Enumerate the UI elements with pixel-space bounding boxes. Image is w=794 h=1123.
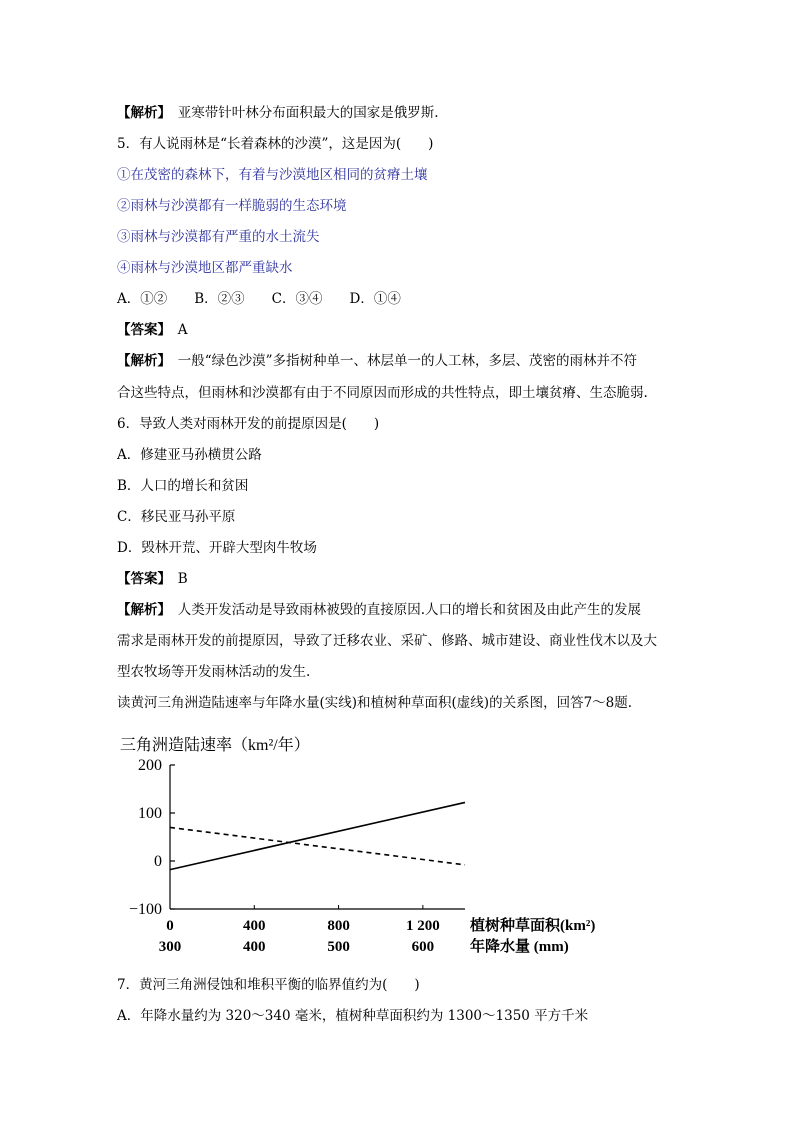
answer-value: A [164,322,188,338]
q5-analysis [117,352,637,370]
q6-stem: 6．导致人类对雨林开发的前提原因是( ) [117,416,380,432]
q6-option-c: C．移民亚马孙平原 [117,509,236,525]
delta-chart [120,732,610,960]
analysis-tag: 【解析】 [117,353,165,369]
q7-stem: 7．黄河三角洲侵蚀和堆积平衡的临界值约为( ) [117,977,420,993]
q5-statement-2: ②雨林与沙漠都有一样脆弱的生态环境 [117,198,347,214]
analysis-tag: 【解析】 [117,602,165,618]
answer-tag: 【答案】 [117,322,165,338]
analysis-tag: 【解析】 [117,105,165,121]
x-axis-label-area: 植树种草面积(km²) [470,918,596,934]
q4-analysis [117,104,439,122]
y-tick-label: −100 [128,901,162,918]
chart-intro: 读黄河三角洲造陆速率与年降水量(实线)和植树种草面积(虚线)的关系图，回答7～8题. [117,695,633,711]
x-tick-label-area: 0 [166,918,174,934]
q5-statement-1: ①在茂密的森林下，有着与沙漠地区相同的贫瘠土壤 [117,167,428,183]
q5-statement-3: ③雨林与沙漠都有严重的水土流失 [117,229,320,245]
q5-options: A．①② B．②③ C．③④ D．①④ [117,291,401,307]
q7-option-a: A．年降水量约为 320～340 毫米，植树种草面积约为 1300～1350 平方千米 [117,1008,589,1024]
q6-option-b: B．人口的增长和贫困 [117,478,249,494]
y-tick-label: 200 [138,757,162,774]
q5-analysis-cont: 合这些特点，但雨林和沙漠都有由于不同原因而形成的共性特点，即土壤贫瘠、生态脆弱. [117,385,648,401]
answer-tag: 【答案】 [117,571,165,587]
answer-value: B [164,571,188,587]
x-tick-label-area: 400 [243,918,266,934]
q6-analysis-cont2: 型农牧场等开发雨林活动的发生. [117,664,311,680]
q6-answer [117,570,188,588]
q6-analysis [117,601,641,619]
y-axis [129,757,175,918]
analysis-text: 亚寒带针叶林分布面积最大的国家是俄罗斯. [164,105,439,121]
chart-title: 三角洲造陆速率（km²/年） [120,737,310,754]
q6-analysis-cont: 需求是雨林开发的前提原因，导致了迁移农业、采矿、修路、城市建设、商业性伐木以及大 [117,633,657,649]
y-tick-label: 0 [154,853,162,870]
x-tick-label-precip: 300 [158,939,182,955]
x-tick-label-area: 1 200 [405,918,440,934]
y-tick-label: 100 [138,805,162,822]
q5-answer [117,321,188,339]
x-tick-label-precip: 600 [411,939,435,955]
q6-option-a: A．修建亚马孙横贯公路 [117,447,262,463]
x-tick-label-precip: 500 [327,939,350,955]
x-tick-label-precip: 400 [243,939,266,955]
analysis-text: 人类开发活动是导致雨林被毁的直接原因.人口的增长和贫困及由此产生的发展 [164,602,642,618]
q5-stem: 5．有人说雨林是“长着森林的沙漠”，这是因为( ) [117,136,434,152]
x-axis-label-precip: 年降水量 (mm) [470,939,569,955]
x-tick-label-area: 800 [327,918,350,934]
q6-option-d: D．毁林开荒、开辟大型肉牛牧场 [117,540,317,556]
analysis-text: 一般“绿色沙漠”多指树种单一、林层单一的人工林，多层、茂密的雨林并不符 [164,353,638,369]
q5-statement-4: ④雨林与沙漠地区都严重缺水 [117,260,293,276]
